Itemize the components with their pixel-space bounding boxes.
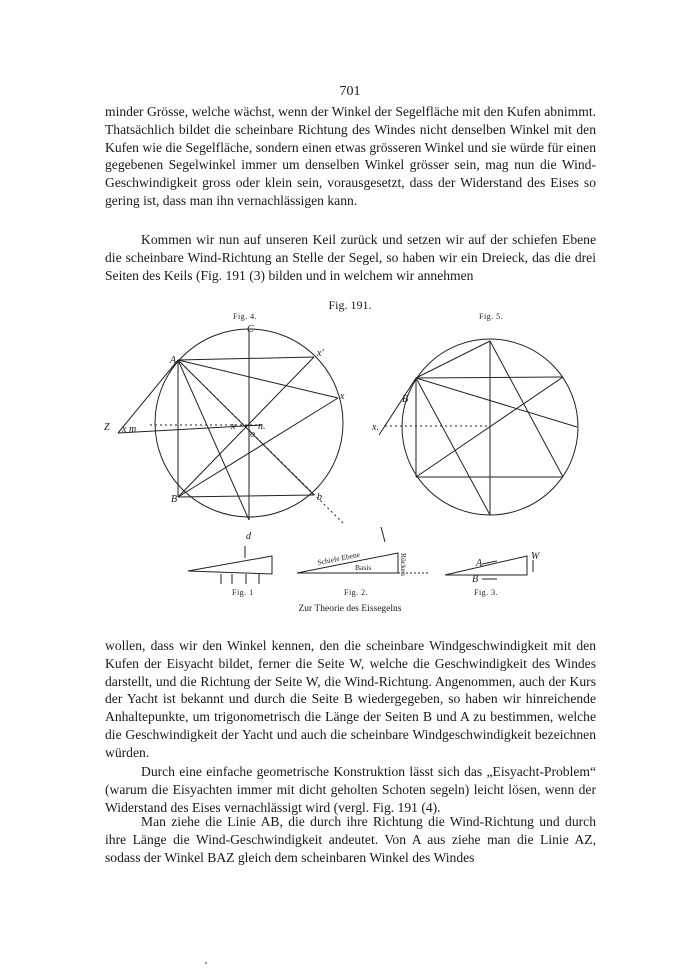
fig2-label: Fig. 2. — [344, 588, 369, 597]
fig3-letter-a: A — [476, 558, 483, 569]
fig2-schiefe-ebene: Schiefe Ebene — [316, 549, 361, 567]
fig4-point-x: x — [340, 391, 345, 402]
fig4-point-x1: x' — [317, 348, 324, 359]
paragraph-1: minder Grösse, welche wächst, wenn der Winkel der Segelfläche mit den Kufen abnimmt. Thatsächlich bildet die scheinbare Richtung des Windes nicht denselben Winkel mit den Kufen wie die Segelfläche, sondern einen etwas grösseren Winkel und sie würde für einen gegebenen Segelwinkel immer um denselben Winkel grösser sein, mag nun die Wind-Geschwindigkeit gross oder klein sein, vorausgesetzt, dass der Widerstand des Eises so gering ist, dass man ihn vernachlässigen kann. — [105, 104, 596, 208]
page-speck — [205, 962, 207, 964]
figure-title: Zur Theorie des Eissegelns — [298, 604, 402, 614]
fig4-point-a: A — [170, 355, 177, 366]
fig4-point-z: Z — [104, 422, 110, 433]
fig2-basis: Basis — [355, 563, 372, 572]
fig5-geometry — [379, 339, 578, 515]
fig4-point-xi: x — [231, 421, 236, 432]
paragraph-5: Man ziehe die Linie AB, die durch ihre Richtung die Wind-Richtung und durch ihre Länge die Wind-Geschwindigkeit andeutet. Von A aus ziehe man die Linie AZ, sodass der Winkel BAZ gleich dem scheinbaren Winkel des Windes — [105, 814, 596, 865]
fig5-point-b: B — [402, 394, 409, 405]
fig4-point-c: C — [247, 324, 254, 335]
fig1-label: Fig. 1 — [232, 588, 254, 597]
paragraph-4: Durch eine einfache geometrische Konstruktion lässt sich das „Eisyacht-Problem“ (warum die Eisyachten immer mit dicht geholten Schoten segeln) leicht lösen, wenn der Widerstand des Eises vernachlässigt wird (vergl. Fig. 191 (4). — [105, 764, 596, 815]
fig3-letter-b: B — [472, 574, 479, 585]
fig2-ruecken: Rücken — [399, 553, 408, 576]
figure-caption: Fig. 191. — [328, 298, 372, 312]
fig4-label: Fig. 4. — [233, 312, 258, 321]
fig3-letter-w: W — [531, 551, 540, 562]
paragraph-2: Kommen wir nun auf unseren Keil zurück und setzen wir auf der schiefen Ebene die scheinbare Wind-Richtung an Stelle der Segel, so haben wir ein Dreieck, das die drei Seiten des Keils (Fig. 191 (3) bilden und in welchem wir annehmen — [105, 232, 596, 283]
fig1-wedge — [188, 546, 272, 584]
fig4-point-xm: x m — [122, 424, 137, 435]
fig3-label: Fig. 3. — [474, 588, 499, 597]
paragraph-3: wollen, dass wir den Winkel kennen, den die scheinbare Windgeschwindigkeit mit den Kufen der Eisyacht bildet, ferner die Seite W, welche die Geschwindigkeit des Windes darstellt, und die Richtung der Seite W, die Wind-Richtung. Angenommen, auch der Kurs der Yacht ist bekannt und durch die Seite B wiedergegeben, so haben wir hinreichende Anhaltepunkte, um trigonometrisch die Länge der Seiten B und A zu bestimmen, welche die Geschwindigkeit der Yacht und auch die scheinbare Windgeschwindigkeit bezeichnen würden. — [105, 638, 596, 760]
page-number: 701 — [339, 84, 361, 99]
fig4-point-b: b — [317, 492, 322, 503]
fig3-labels — [472, 551, 541, 585]
fig4-point-n: n. — [258, 421, 266, 432]
fig4-point-d: d — [246, 531, 251, 542]
fig5-point-x: x. — [372, 422, 379, 433]
fig3-triangle — [445, 556, 533, 579]
fig5-label: Fig. 5. — [479, 312, 504, 321]
fig4-point-b-upper: B — [171, 494, 178, 505]
fig4-point-o: o — [250, 429, 255, 440]
